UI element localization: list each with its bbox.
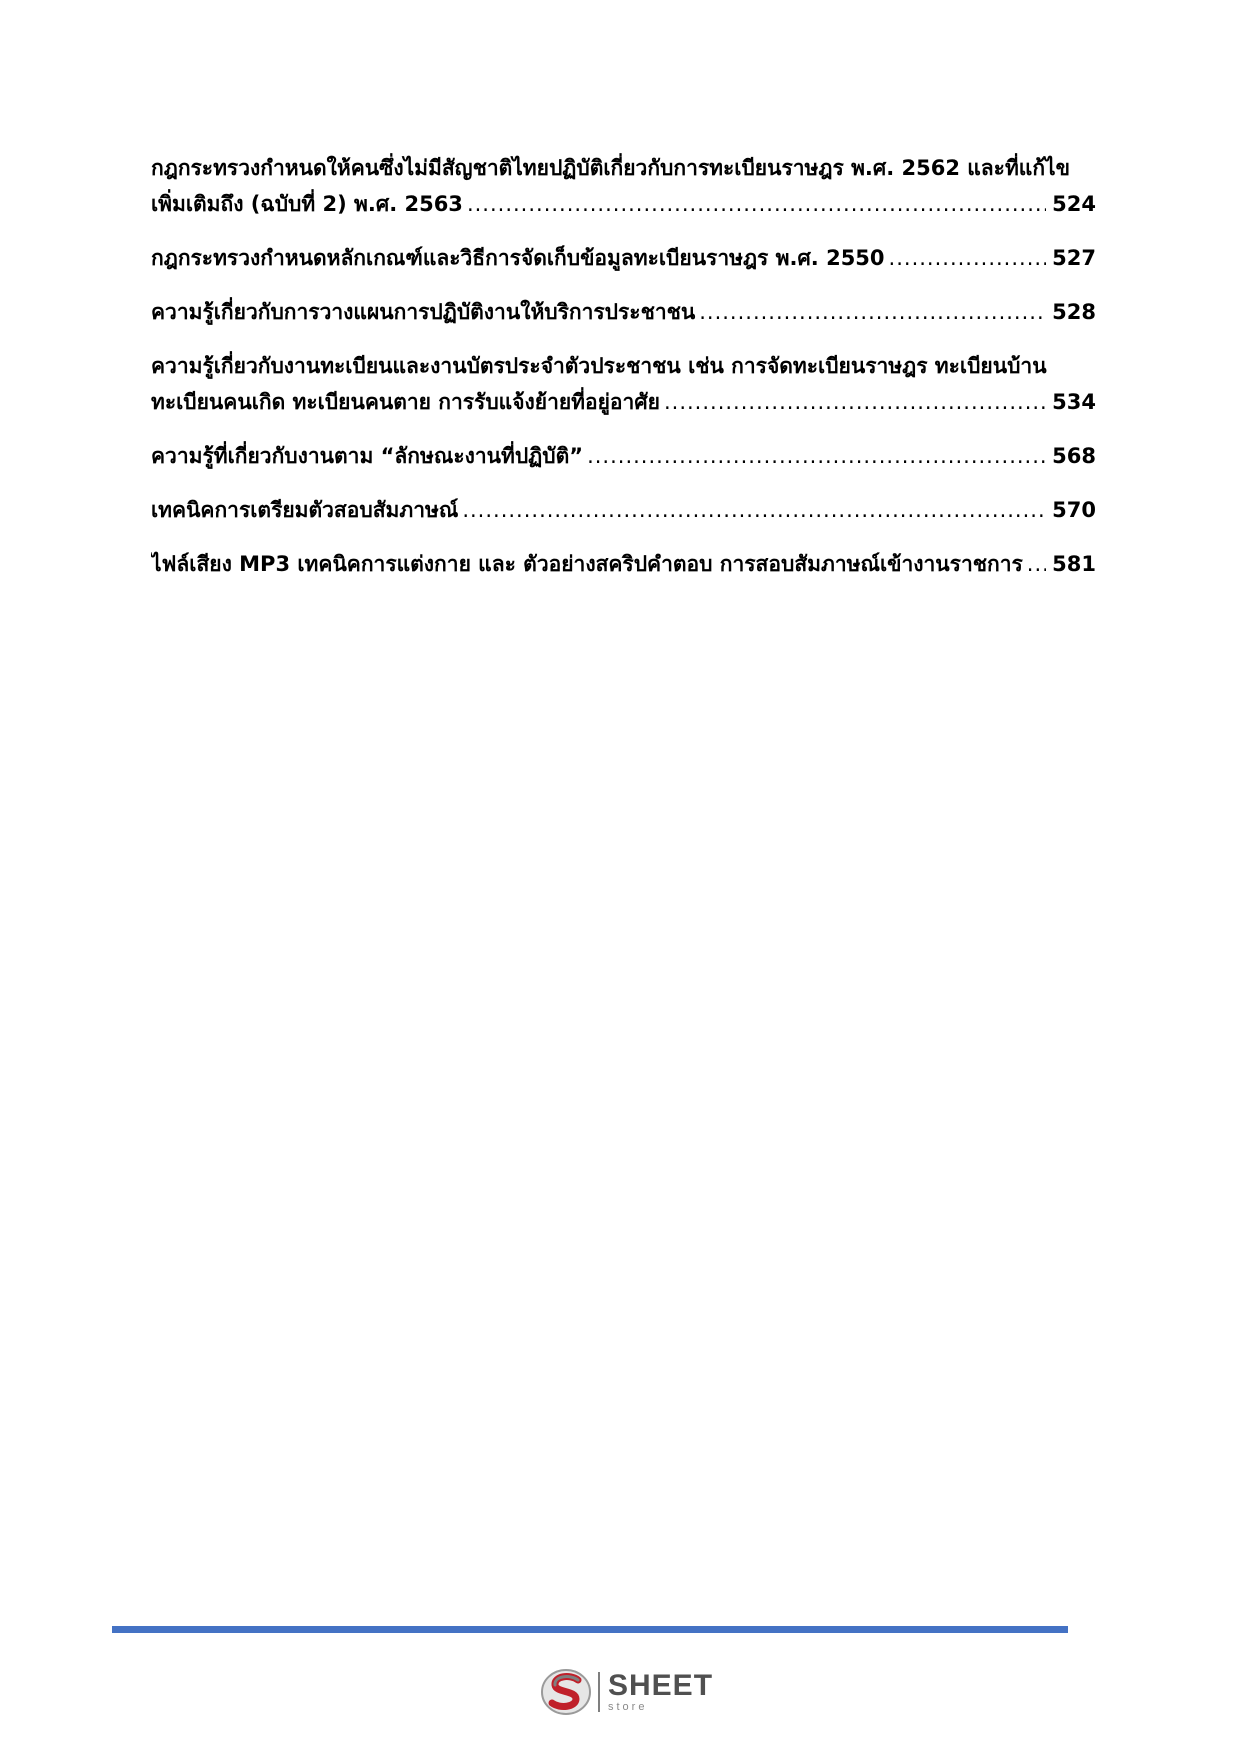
toc-entry-page-number: 581 [1052, 552, 1096, 576]
toc-entry-line [151, 240, 1096, 276]
toc-entry-title-line-1: กฎกระทรวงกำหนดให้คนซึ่งไม่มีสัญชาติไทยปฏิบัติเกี่ยวกับการทะเบียนราษฎร พ.ศ. 2562 และที่แก้ไข [151, 156, 1070, 180]
dot-leader [664, 384, 1046, 420]
dot-leader [462, 492, 1046, 528]
toc-entry-title: ไฟล์เสียง MP3 เทคนิคการแต่งกาย และ ตัวอย่างสคริปคำตอบ การสอบสัมภาษณ์เข้างานราชการ [151, 552, 1023, 576]
logo-text [608, 1671, 713, 1713]
toc-entry-page-number: 570 [1052, 498, 1096, 522]
dot-leader [699, 294, 1046, 330]
toc-entry[interactable] [151, 492, 1096, 528]
toc-entry-title: ความรู้ที่เกี่ยวกับงานตาม “ลักษณะงานที่ปฏิบัติ” [151, 444, 584, 468]
sheet-store-logo [540, 1662, 713, 1722]
toc-entry-line [151, 150, 1096, 186]
sheet-store-logo-icon [540, 1666, 592, 1718]
toc-entry-line [151, 348, 1096, 384]
toc-entry-page-number: 527 [1052, 246, 1096, 270]
toc-entry[interactable] [151, 150, 1096, 222]
toc-entry-line [151, 546, 1096, 582]
toc-entry[interactable] [151, 240, 1096, 276]
toc-entry-title: กฎกระทรวงกำหนดหลักเกณฑ์และวิธีการจัดเก็บข้อมูลทะเบียนราษฎร พ.ศ. 2550 [151, 246, 885, 270]
logo-separator [598, 1672, 600, 1712]
toc-entry-title-line-2: เพิ่มเติมถึง (ฉบับที่ 2) พ.ศ. 2563 [151, 192, 463, 216]
toc-entry-page-number: 524 [1052, 192, 1096, 216]
logo-sub-text: store [608, 1701, 648, 1713]
toc-entry[interactable] [151, 348, 1096, 420]
toc-entry-title: ความรู้เกี่ยวกับการวางแผนการปฏิบัติงานให้บริการประชาชน [151, 300, 696, 324]
toc-entry-line [151, 186, 1096, 222]
toc-entry-page-number: 528 [1052, 300, 1096, 324]
toc-entry-title-line-1: ความรู้เกี่ยวกับงานทะเบียนและงานบัตรประจำตัวประชาชน เช่น การจัดทะเบียนราษฎร ทะเบียนบ้าน [151, 354, 1047, 378]
toc-entry-page-number: 568 [1052, 444, 1096, 468]
table-of-contents [151, 150, 1096, 600]
dot-leader [587, 438, 1046, 474]
toc-entry-line [151, 294, 1096, 330]
footer-rule [112, 1626, 1068, 1633]
toc-entry-page-number: 534 [1052, 390, 1096, 414]
dot-leader [467, 186, 1046, 222]
toc-entry-line [151, 438, 1096, 474]
toc-entry[interactable] [151, 294, 1096, 330]
toc-entry[interactable] [151, 546, 1096, 582]
logo-main-text: SHEET [608, 1669, 714, 1702]
toc-entry-title: เทคนิคการเตรียมตัวสอบสัมภาษณ์ [151, 498, 459, 522]
toc-entry[interactable] [151, 438, 1096, 474]
dot-leader [889, 240, 1047, 276]
toc-entry-title-line-2: ทะเบียนคนเกิด ทะเบียนคนตาย การรับแจ้งย้ายที่อยู่อาศัย [151, 390, 660, 414]
toc-entry-line [151, 384, 1096, 420]
toc-entry-line [151, 492, 1096, 528]
dot-leader [1027, 546, 1046, 582]
